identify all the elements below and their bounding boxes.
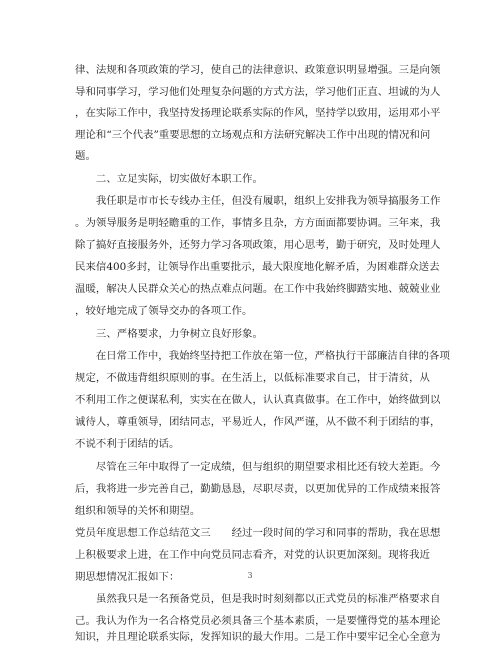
text-line: 知识，并且理论联系实际，发挥知识的最大作用。二是工作中要牢记全心全意为 — [75, 631, 441, 643]
text-line: 我任职是市市长专线办主任，但没有履职，组织上安排我为领导搞服务工作 — [75, 195, 441, 207]
text-line: 虽然我只是一名预备党员，但是我时时刻刻都以正式党员的标准严格要求自 — [75, 593, 441, 605]
text-line: 不利用工作之便谋私利，实实在在做人，认认真真做事。在工作中，始终做到以 — [75, 394, 441, 406]
text-line: 后，我将进一步完善自己，勤勤恳恳，尽职尽责，以更加优异的工作成绩来报答 — [75, 483, 441, 495]
text-line: 党员年度思想工作总结范文三 经过一段时间的学习和同事的帮助，我在思想 — [75, 527, 441, 539]
text-line: 温暖，解决人民群众关心的热点难点问题。在工作中我始终脚踏实地、兢兢业业 — [75, 283, 441, 295]
text-line: 期思想情况汇报如下： — [75, 571, 180, 583]
text-line: 导和同事学习，学习他们处理复杂问题的方式方法，学习他们正直、坦诚的为人 — [75, 86, 441, 98]
text-line: 三、严格要求，力争树立良好形象。 — [75, 328, 263, 340]
text-line: 。为领导服务是明轻瞻重的工作，事情多且杂，方方面面都要协调。三年来，我 — [75, 217, 441, 229]
text-line: 在日常工作中，我始终坚持把工作放在第一位，严格执行干部廉洁自律的各项 — [75, 350, 450, 362]
page-number: 3 — [247, 571, 253, 580]
text-line: 诚待人，尊重领导，团结同志，平易近人，作风严谨，从不做不利于团结的事， — [75, 416, 441, 428]
text-line: 题。 — [75, 150, 96, 162]
text-line: ，在实际工作中，我坚持发扬理论联系实际的作风，坚持学以致用，运用邓小平 — [75, 107, 441, 119]
text-line: 民来信400多封，让领导作出重要批示，最大限度地化解矛盾，为困难群众送去 — [75, 261, 440, 273]
text-line: 除了搞好直接服务外，还努力学习各项政策，用心思考，勤于研究，及时处理人 — [75, 239, 441, 251]
text-line: 律、法规和各项政策的学习，使自己的法律意识、政策意识明显增强。三是向领 — [75, 64, 441, 76]
text-line: 组织和领导的关怀和期望。 — [75, 505, 201, 517]
text-line: 二、立足实际，切实做好本职工作。 — [75, 173, 263, 185]
text-line: 理论和“三个代表”重要思想的立场观点和方法研究解决工作中出现的情况和问 — [75, 129, 431, 141]
text-line: 规定，不做违背组织原则的事。在生活上，以低标准要求自己，甘于清贫，从 — [75, 372, 430, 384]
text-line: 不说不利于团结的话。 — [75, 438, 180, 450]
text-line: 己。我认为作为一名合格党员必须具备三个基本素质，一是要懂得党的基本理论 — [75, 615, 441, 627]
text-line: ，较好地完成了领导交办的各项工作。 — [75, 305, 253, 317]
text-line: 上积极要求上进，在工作中向党员同志看齐，对党的认识更加深刻。现将我近 — [75, 549, 430, 561]
text-line: 尽管在三年中取得了一定成绩，但与组织的期望要求相比还有较大差距。今 — [75, 461, 441, 473]
